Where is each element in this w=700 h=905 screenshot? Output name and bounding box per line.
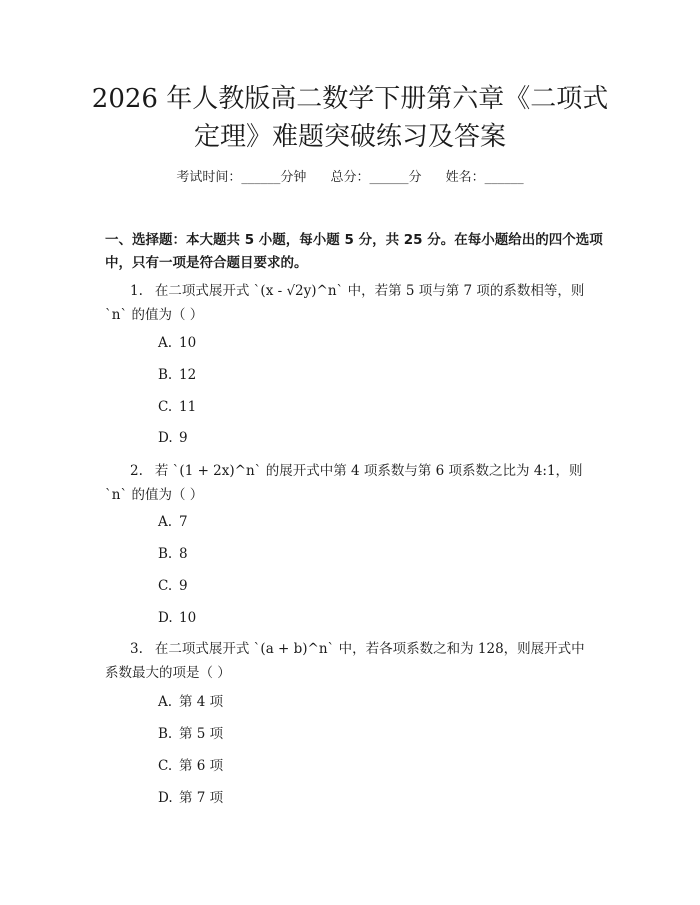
- option-letter: D.: [158, 790, 173, 806]
- option-2d: [158, 609, 196, 627]
- exam-time-field: 考试时间：______分钟: [176, 170, 307, 185]
- option-letter: A.: [158, 335, 173, 351]
- student-name-field: 姓名：______: [445, 170, 524, 185]
- option-1c: [158, 398, 196, 416]
- option-letter: C.: [158, 758, 173, 774]
- option-text: 第 7 项: [179, 790, 224, 806]
- option-2a: [158, 513, 188, 531]
- section-heading-line-1: 一、选择题：本大题共 5 小题，每小题 5 分，共 25 分。在每小题给出的四个选项: [105, 232, 603, 248]
- question-text-line-2: `n` 的值为（ ）: [105, 307, 204, 323]
- option-text: 10: [179, 610, 197, 626]
- question-text-line-1: 在二项式展开式 `(x - √2y)^n` 中，若第 5 项与第 7 项的系数相等，则: [154, 283, 585, 299]
- question-number: 2.: [130, 463, 143, 479]
- option-letter: A.: [158, 514, 173, 530]
- exam-info: [0, 169, 700, 187]
- question-number: 1.: [130, 283, 143, 299]
- option-text: 9: [179, 578, 188, 594]
- option-text: 9: [179, 430, 188, 446]
- option-letter: B.: [158, 726, 173, 742]
- option-text: 第 6 项: [179, 758, 224, 774]
- option-letter: C.: [158, 578, 173, 594]
- question-text-line-1: 在二项式展开式 `(a + b)^n` 中，若各项系数之和为 128，则展开式中: [154, 641, 585, 657]
- option-text: 第 5 项: [179, 726, 224, 742]
- question-text-line-1: 若 `(1 + 2x)^n` 的展开式中第 4 项系数与第 6 项系数之比为 4:1，则: [154, 463, 583, 479]
- option-3a: [158, 693, 223, 711]
- option-letter: B.: [158, 367, 173, 383]
- document-title: [60, 80, 640, 156]
- title-line-1: 2026 年人教版高二数学下册第六章《二项式: [91, 84, 609, 114]
- option-2b: [158, 545, 188, 563]
- option-text: 12: [179, 367, 197, 383]
- option-letter: D.: [158, 430, 173, 446]
- option-text: 11: [179, 399, 197, 415]
- option-letter: D.: [158, 610, 173, 626]
- question-text-line-2: `n` 的值为（ ）: [105, 487, 204, 503]
- option-3c: [158, 757, 223, 775]
- option-1b: [158, 366, 196, 384]
- option-letter: A.: [158, 694, 173, 710]
- option-1a: [158, 334, 196, 352]
- option-text: 7: [179, 514, 188, 530]
- question-text-line-2: 系数最大的项是（ ）: [105, 665, 231, 681]
- section-heading-line-2: 中，只有一项是符合题目要求的。: [105, 255, 308, 271]
- option-text: 8: [179, 546, 188, 562]
- option-text: 10: [179, 335, 197, 351]
- option-3b: [158, 725, 223, 743]
- title-line-2: 定理》难题突破练习及答案: [193, 122, 506, 152]
- option-text: 第 4 项: [179, 694, 224, 710]
- question-number: 3.: [130, 641, 143, 657]
- option-3d: [158, 789, 223, 807]
- option-2c: [158, 577, 188, 595]
- option-letter: C.: [158, 399, 173, 415]
- section-heading: [105, 229, 605, 275]
- option-letter: B.: [158, 546, 173, 562]
- question-2: [105, 459, 600, 507]
- option-1d: [158, 429, 188, 447]
- question-3: [105, 637, 600, 685]
- question-1: [105, 279, 600, 327]
- total-score-field: 总分：______分: [330, 170, 422, 185]
